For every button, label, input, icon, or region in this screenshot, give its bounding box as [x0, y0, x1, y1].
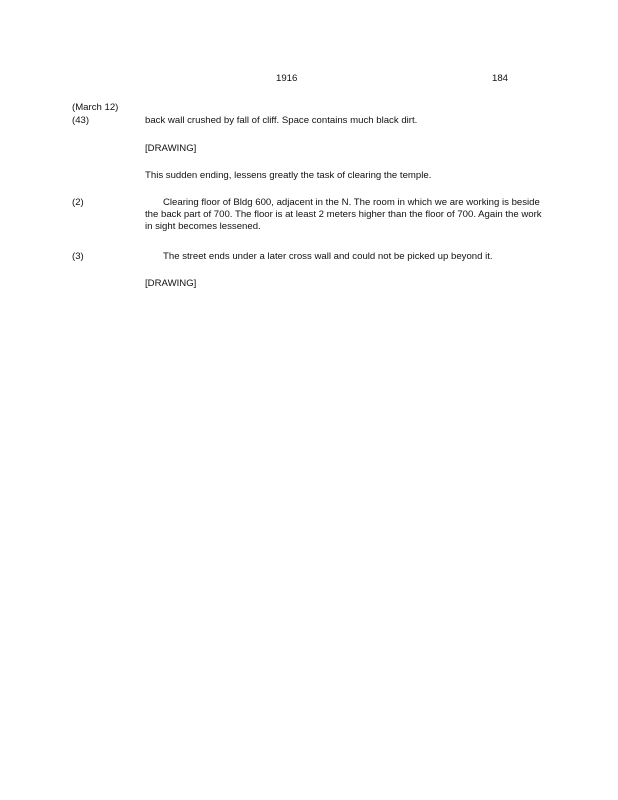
- entry-43-text: back wall crushed by fall of cliff. Space contains much black dirt.: [145, 115, 418, 126]
- date-label: (March 12): [72, 102, 119, 113]
- entry-43-note: This sudden ending, lessens greatly the task of clearing the temple.: [145, 170, 432, 181]
- entry-number-43: (43): [72, 115, 90, 126]
- drawing-placeholder-2: [DRAWING]: [145, 278, 197, 289]
- header-year: 1916: [276, 73, 298, 84]
- entry-2-text: Clearing floor of Bldg 600, adjacent in the N. The room in which we are working is beside the back part of 700. The floor is at least 2 meters higher than the floor of 700. Again the work in sight becomes lessened.: [145, 197, 542, 232]
- page-number: 184: [492, 73, 509, 84]
- drawing-placeholder-1: [DRAWING]: [145, 143, 197, 154]
- entry-number-3: (3): [72, 251, 84, 262]
- entry-number-2: (2): [72, 197, 84, 208]
- entry-3-text: The street ends under a later cross wall and could not be picked up beyond it.: [163, 251, 493, 262]
